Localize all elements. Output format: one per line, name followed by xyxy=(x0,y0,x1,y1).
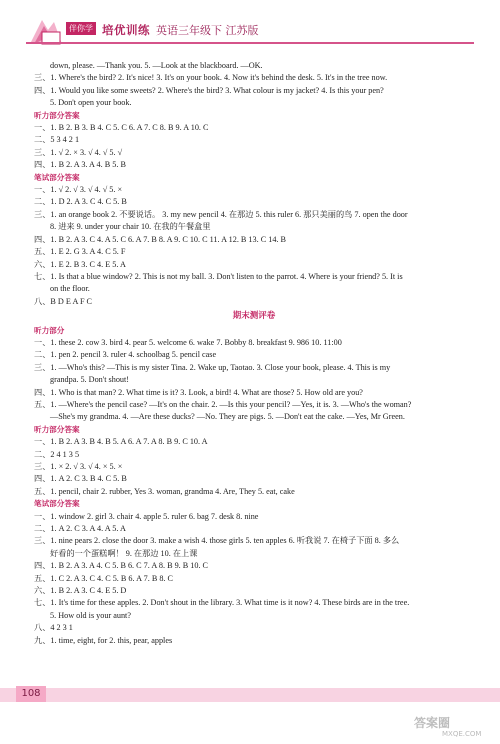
answer-line: 三、1. —Who's this? —This is my sister Tina. 2. Wake up, Taotao. 3. Close your book, please. 4. This is my xyxy=(34,362,391,372)
answer-line: 八、B D E A F C xyxy=(34,296,93,306)
answer-line: 七、1. It's time for these apples. 2. Don't shout in the library. 3. What time is it now? 4. These birds are in the tree. xyxy=(34,598,410,608)
answer-line: 八、4 2 3 1 xyxy=(34,623,73,633)
answer-line: —She's my grandma. 4. —Are these ducks? —No. They are pigs. 5. —Don't eat the cake. —Yes, Mr Green. xyxy=(50,412,405,422)
answer-line: 四、1. Who is that man? 2. What time is it? 3. Look, a bird! 4. What are those? 5. How old are you? xyxy=(34,387,363,397)
chapter-title: 期末测评卷 xyxy=(232,311,276,322)
answer-line: 五、1. C 2. A 3. C 4. C 5. B 6. A 7. B 8. C xyxy=(34,573,173,583)
answer-line: 五、1. E 2. G 3. A 4. C 5. F xyxy=(34,247,126,257)
logo-badge: 伴你学 xyxy=(66,22,96,35)
answer-line: 三、1. × 2. √ 3. √ 4. × 5. × xyxy=(34,462,123,471)
watermark-logo: 答案圈 xyxy=(414,716,451,730)
answer-line: 六、1. E 2. B 3. C 4. E 5. A xyxy=(34,259,126,269)
answer-line: 四、1. A 2. C 3. B 4. C 5. B xyxy=(34,474,127,484)
answer-line: 一、1. window 2. girl 3. chair 4. apple 5. ruler 6. bag 7. desk 8. nine xyxy=(34,511,259,521)
answer-line: 九、1. time, eight, for 2. this, pear, apples xyxy=(34,635,173,645)
answer-line: 三、1. Where's the bird? 2. It's nice! 3. It's on your book. 4. Now it's behind the desk. 5. It's in the tree now. xyxy=(34,73,388,83)
answer-line: 三、1. √ 2. × 3. √ 4. √ 5. √ xyxy=(34,147,123,157)
answer-line: 三、1. nine pears 2. close the door 3. make a wish 4. those girls 5. ten apples 6. 听我说 7. 在椅子下面 8. 多么 xyxy=(34,536,400,546)
section-heading: 听力部分 xyxy=(34,325,65,335)
watermark-url: MXQE.COM xyxy=(442,730,482,738)
book-title: 培优训练 xyxy=(102,23,150,37)
answer-line: 五、1. pencil, chair 2. rubber, Yes 3. woman, grandma 4. Are, They 5. eat, cake xyxy=(34,486,295,496)
answer-line: 二、1. D 2. A 3. C 4. C 5. B xyxy=(34,197,127,207)
answer-line: grandpa. 5. Don't shout! xyxy=(50,375,130,385)
page-header xyxy=(0,0,500,58)
answer-line: 二、5 3 4 2 1 xyxy=(34,135,80,145)
answer-line: 一、1. B 2. B 3. B 4. C 5. C 6. A 7. C 8. B 9. A 10. C xyxy=(34,123,209,133)
answer-line: 一、1. √ 2. √ 3. √ 4. √ 5. × xyxy=(34,185,123,195)
answer-line: on the floor. xyxy=(50,284,90,294)
answer-line: 五、1. —Where's the pencil case? —It's on the chair. 2. —Is this your pencil? —Yes, it is. 3. —Who's the woman? xyxy=(34,399,412,409)
section-heading: 听力部分答案 xyxy=(34,424,80,434)
footer-band xyxy=(0,688,500,702)
section-heading: 笔试部分答案 xyxy=(34,499,80,509)
book-subtitle: 英语三年级下 江苏版 xyxy=(156,24,259,37)
answer-line: 七、1. Is that a blue window? 2. This is not my ball. 3. Don't listen to the parrot. 4. Where is your friend? 5. It is xyxy=(34,271,403,281)
answer-line: 四、1. B 2. A 3. C 4. A 5. C 6. A 7. B 8. A 9. C 10. C 11. A 12. B 13. C 14. B xyxy=(34,234,286,244)
answer-line: down, please. —Thank you. 5. —Look at the blackboard. —OK. xyxy=(50,61,263,70)
answer-line: 四、1. Would you like some sweets? 2. Where's the bird? 3. What colour is my jacket? 4. Is this your pen? xyxy=(34,85,384,95)
answer-line: 四、1. B 2. A 3. A 4. C 5. B 6. C 7. A 8. B 9. B 10. C xyxy=(34,561,209,571)
answer-line: 三、1. an orange book 2. 不要说话。 3. my new pencil 4. 在那边 5. this ruler 6. 那只美丽的鸟 7. open the door xyxy=(34,209,408,219)
answer-line: 8. 进来 9. under your chair 10. 在我的午餐盒里 xyxy=(50,222,211,232)
answer-line: 二、1. A 2. C 3. A 4. A 5. A xyxy=(34,524,126,534)
page-number: 108 xyxy=(16,686,46,702)
answer-content xyxy=(34,60,474,647)
header-divider xyxy=(26,42,474,44)
answer-line: 好看的一个蛋糕啊！ 9. 在那边 10. 在上课 xyxy=(50,548,198,558)
answer-line: 一、1. these 2. cow 3. bird 4. pear 5. welcome 6. wake 7. Bobby 8. breakfast 9. 986 10. 11:00 xyxy=(34,337,342,347)
answer-line: 一、1. B 2. A 3. B 4. B 5. A 6. A 7. A 8. B 9. C 10. A xyxy=(34,437,208,447)
answer-line: 六、1. B 2. A 3. C 4. E 5. D xyxy=(34,586,127,596)
answer-line: 5. How old is your aunt? xyxy=(50,610,131,620)
answer-line: 二、1. pen 2. pencil 3. ruler 4. schoolbag 5. pencil case xyxy=(34,350,217,360)
section-heading: 听力部分答案 xyxy=(34,110,80,120)
section-heading: 笔试部分答案 xyxy=(34,172,80,182)
answer-line: 5. Don't open your book. xyxy=(50,98,132,108)
answer-line: 二、2 4 1 3 5 xyxy=(34,449,80,459)
answer-line: 四、1. B 2. A 3. A 4. B 5. B xyxy=(34,160,126,170)
